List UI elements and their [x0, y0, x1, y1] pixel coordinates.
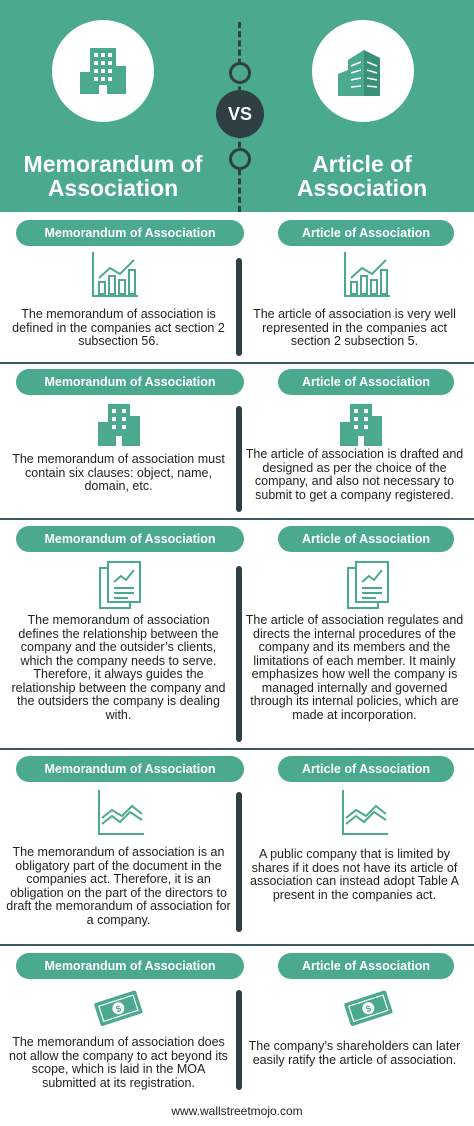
right-label-pill: Article of Association [278, 220, 454, 246]
right-icon-circle [312, 20, 414, 122]
left-header-title [0, 152, 226, 200]
left-title-line2: Association [47, 175, 179, 201]
left-label-pill: Memorandum of Association [16, 953, 244, 979]
left-label-pill: Memorandum of Association [16, 526, 244, 552]
svg-text:$: $ [114, 1003, 123, 1015]
bar-chart-icon [342, 250, 392, 300]
document-chart-icon [96, 560, 146, 610]
left-description: The memorandum of association must contain six clauses: object, name, domain, etc. [12, 452, 225, 493]
left-description: The memorandum of association is an obligatory part of the document in the companies act. Therefore, it is an obligation on the part of the directors to draft the memorandum of association for a company. [6, 845, 231, 927]
right-description: The article of association regulates and directs the internal procedures of the company and its members and the limitations of each member. It mainly emphasizes how well the company is managed internally and governed through its internal policies, which are made at incorporation. [245, 613, 464, 722]
building-icon [52, 20, 154, 122]
document-chart-icon [344, 560, 394, 610]
section-separator [0, 944, 474, 946]
top-ring [229, 62, 251, 84]
left-title-line1: Memorandum of [23, 151, 203, 177]
money-icon [94, 982, 144, 1032]
building-icon [336, 400, 386, 450]
section-separator [0, 748, 474, 750]
right-label-pill: Article of Association [278, 756, 454, 782]
right-description: The article of association is drafted and designed as per the choice of the company, and also not necessary to submit to get a company registered. [245, 447, 464, 502]
line-chart-icon [96, 788, 146, 838]
building-icon [94, 400, 144, 450]
right-header-title [250, 152, 474, 200]
header [0, 0, 474, 212]
right-label-pill: Article of Association [278, 369, 454, 395]
right-title-line1: Article of [312, 151, 412, 177]
svg-text:$: $ [364, 1003, 373, 1015]
section-separator [0, 518, 474, 520]
left-description: The memorandum of association is defined in the companies act section 2 subsection 56. [12, 307, 225, 348]
right-description: The article of association is very well represented in the companies act section 2 subsection 5. [253, 307, 456, 348]
left-label-pill: Memorandum of Association [16, 369, 244, 395]
right-description: The company’s shareholders can later easily ratify the article of association. [248, 1039, 461, 1067]
section-separator [0, 362, 474, 364]
bottom-ring [229, 148, 251, 170]
right-description: A public company that is limited by shares if it does not have its article of association can instead adopt Table A present in the companies act. [250, 847, 459, 902]
money-icon [344, 982, 394, 1032]
right-title-line2: Association [296, 175, 428, 201]
left-description: The memorandum of association defines the relationship between the company and the outsider’s clients, which the company needs to serve. Therefore, it always guides the relationship between the company and the outsiders the company is dealing with. [11, 613, 226, 722]
bar-chart-icon [90, 250, 140, 300]
right-label-pill: Article of Association [278, 953, 454, 979]
vs-badge: VS [216, 90, 264, 138]
skyscraper-icon [312, 20, 414, 122]
line-chart-icon [340, 788, 390, 838]
right-label-pill: Article of Association [278, 526, 454, 552]
footer-url: www.wallstreetmojo.com [171, 1104, 303, 1118]
left-label-pill: Memorandum of Association [16, 220, 244, 246]
left-icon-circle [52, 20, 154, 122]
left-label-pill: Memorandum of Association [16, 756, 244, 782]
left-description: The memorandum of association does not allow the company to act beyond its scope, which is laid in the MOA submitted at its registration. [9, 1035, 228, 1090]
